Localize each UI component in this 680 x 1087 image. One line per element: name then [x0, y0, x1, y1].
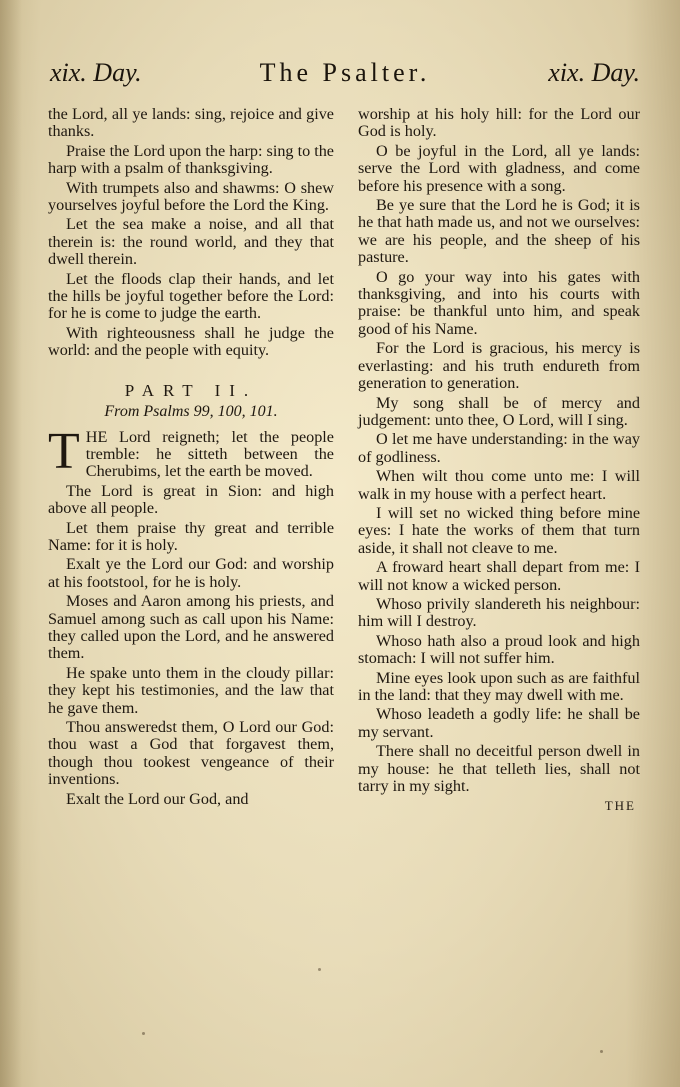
paper-speck	[318, 968, 321, 971]
verse: Let them praise thy great and terrible Name: for it is holy.	[48, 518, 334, 554]
verse: Whoso privily slandereth his neighbour: him will I destroy.	[358, 594, 640, 631]
verse: Moses and Aaron among his priests, and Samuel among such as call upon his Name: they called upon the Lord, and he answered them.	[48, 592, 334, 663]
dropcap-verse-text: HE Lord reigneth; let the people tremble: he sitteth between the Cherubims, let the earth be moved.	[85, 427, 334, 481]
paper-speck	[600, 1050, 603, 1053]
verse: With righteousness shall he judge the world: and the people with equity.	[48, 323, 334, 360]
part-subheading: From Psalms 99, 100, 101.	[104, 403, 278, 421]
verse: When wilt thou come unto me: I will walk in my house with a perfect heart.	[358, 467, 640, 503]
verse: Be ye sure that the Lord he is God; it is he that hath made us, and not we ourselves: we are his people, and the sheep of his pasture.	[358, 196, 640, 267]
header-left-day: xix. Day.	[50, 58, 142, 87]
verse: There shall no deceitful person dwell in my house: he that telleth lies, shall not tarry in my sight.	[358, 742, 640, 796]
page-spine-shadow	[0, 0, 22, 1087]
catchword: THE	[604, 798, 636, 814]
verse: O go your way into his gates with thanksgiving, and into his courts with praise: be thankful unto him, and speak good of his Name.	[358, 267, 640, 338]
verse: O let me have understanding: in the way of godliness.	[358, 430, 640, 466]
text-columns	[48, 106, 640, 815]
verse: Let the floods clap their hands, and let the hills be joyful together before the Lord: for he is come to judge the earth.	[48, 269, 334, 323]
right-column	[358, 106, 640, 815]
verse: Exalt ye the Lord our God: and worship at his footstool, for he is holy.	[48, 555, 334, 591]
verse: Exalt the Lord our God, and	[66, 789, 249, 808]
dropcap-verse	[48, 422, 334, 481]
verse: A froward heart shall depart from me: I will not know a wicked person.	[358, 558, 640, 594]
verse: The Lord is great in Sion: and high above all people.	[48, 481, 334, 518]
paper-speck	[142, 1032, 145, 1035]
verse: Whoso leadeth a godly life: he shall be my servant.	[358, 705, 640, 741]
part-heading: PART II.	[124, 380, 258, 400]
verse: Let the sea make a noise, and all that therein is: the round world, and they that dwell therein.	[48, 215, 334, 269]
verse: O be joyful in the Lord, all ye lands: serve the Lord with gladness, and come before his presence with a song.	[358, 141, 640, 195]
verse: Mine eyes look upon such as are faithful in the land: that they may dwell with me.	[358, 668, 640, 704]
header-right-day: xix. Day.	[548, 58, 640, 87]
verse: Whoso hath also a proud look and high stomach: I will not suffer him.	[358, 631, 640, 668]
verse: With trumpets also and shawms: O shew yourselves joyful before the Lord the King.	[48, 178, 334, 215]
verse: Praise the Lord upon the harp: sing to the harp with a psalm of thanksgiving.	[48, 141, 334, 178]
running-header	[50, 58, 640, 98]
verse: I will set no wicked thing before mine eyes: I hate the works of them that turn aside, it shall not cleave to me.	[358, 503, 640, 557]
header-title: The Psalter.	[259, 58, 431, 87]
drop-capital: T	[48, 422, 80, 480]
verse: For the Lord is gracious, his mercy is everlasting: and his truth endureth from generation to generation.	[358, 339, 640, 393]
left-column	[48, 106, 334, 815]
verse: He spake unto them in the cloudy pillar: they kept his testimonies, and the law that he gave them.	[48, 663, 334, 717]
verse: worship at his holy hill: for the Lord our God is holy.	[358, 105, 640, 141]
verse: the Lord, all ye lands: sing, rejoice and give thanks.	[48, 105, 334, 141]
verse: Thou answeredst them, O Lord our God: thou wast a God that forgavest them, though thou tookest vengeance of their inventions.	[48, 718, 334, 789]
verse: My song shall be of mercy and judgement: unto thee, O Lord, will I sing.	[358, 393, 640, 429]
